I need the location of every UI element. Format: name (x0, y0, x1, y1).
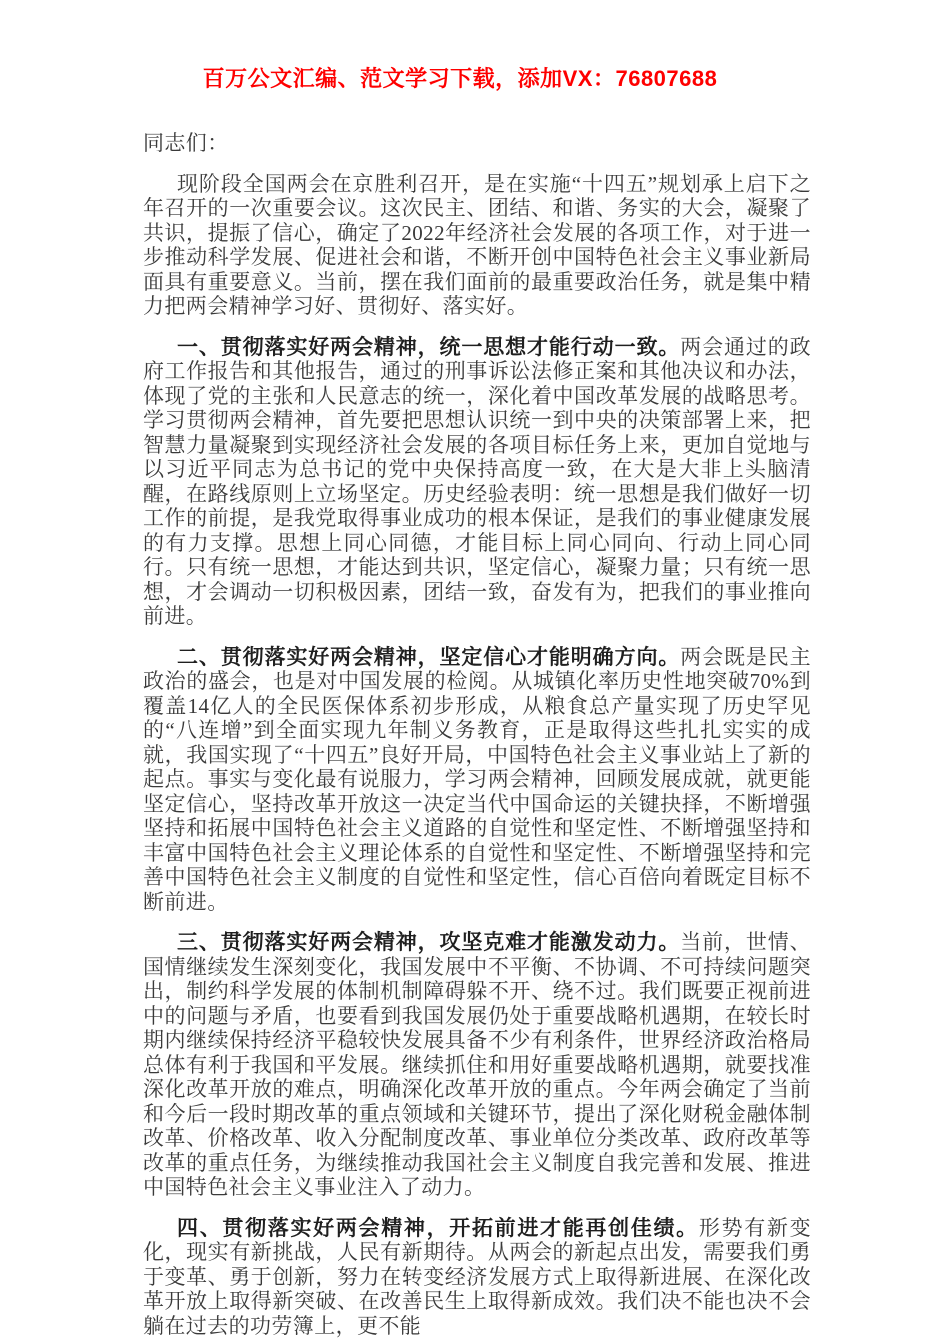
section-heading: 二、贯彻落实好两会精神，坚定信心才能明确方向。 (177, 644, 681, 669)
paragraph-section-3 (143, 930, 811, 1200)
paragraph-text: 现阶段全国两会在京胜利召开，是在实施“十四五”规划承上启下之年召开的一次重要会议。这次民主、团结、和谐、务实的大会，凝聚了共识，提振了信心，确定了2022年经济社会发展的各项工作，对于进一步推动科学发展、促进社会和谐，不断开创中国特色社会主义事业新局面具有重要意义。当前，摆在我们面前的最重要政治任务，就是集中精力把两会精神学习好、贯彻好、落实好。 (143, 171, 811, 318)
paragraph-text: 两会通过的政府工作报告和其他报告，通过的刑事诉讼法修正案和其他决议和办法，体现了党的主张和人民意志的统一，深化着中国改革发展的战略思考。学习贯彻两会精神，首先要把思想认识统一到中央的决策部署上来，把智慧力量凝聚到实现经济社会发展的各项目标任务上来，更加自觉地与以习近平同志为总书记的党中央保持高度一致，在大是大非上头脑清醒，在路线原则上立场坚定。历史经验表明：统一思想是我们做好一切工作的前提，是我党取得事业成功的根本保证，是我们的事业健康发展的有力支撑。思想上同心同德，才能目标上同心同向、行动上同心同行。只有统一思想，才能达到共识，坚定信心，凝聚力量；只有统一思想，才会调动一切积极因素，团结一致，奋发有为，把我们的事业推向前进。 (143, 334, 811, 628)
paragraph-text: 两会既是民主政治的盛会，也是对中国发展的检阅。从城镇化率历史性地突破70%到覆盖14亿人的全民医保体系初步形成，从粮食总产量实现了历史罕见的“八连增”到全面实现九年制义务教育，正是取得这些扎扎实实的成就，我国实现了“十四五”良好开局，中国特色社会主义事业站上了新的起点。事实与变化最有说服力，学习两会精神，回顾发展成就，就更能坚定信心，坚持改革开放这一决定当代中国命运的关键抉择，不断增强坚持和拓展中国特色社会主义道路的自觉性和坚定性、不断增强坚持和丰富中国特色社会主义理论体系的自觉性和坚定性、不断增强坚持和完善中国特色社会主义制度的自觉性和坚定性，信心百倍向着既定目标不断前进。 (143, 644, 811, 914)
paragraph-section-2 (143, 645, 811, 915)
paragraph-section-1 (143, 335, 811, 629)
salutation: 同志们： (143, 131, 229, 155)
section-heading: 三、贯彻落实好两会精神，攻坚克难才能激发动力。 (177, 930, 681, 954)
header-notice: 百万公文汇编、范文学习下载，添加VX：76807688 (202, 66, 718, 91)
section-heading: 一、贯彻落实好两会精神，统一思想才能行动一致。 (177, 334, 681, 359)
document-body (143, 131, 811, 1338)
section-heading: 四、贯彻落实好两会精神，开拓前进才能再创佳绩。 (177, 1215, 699, 1240)
paragraph-text: 形势有新变化，现实有新挑战，人民有新期待。从两会的新起点出发，需要我们勇于变革、勇于创新，努力在转变经济发展方式上取得新进展、在深化改革开放上取得新突破、在改善民生上取得新成效。我们决不能也决不会躺在过去的功劳簿上，更不能 (143, 1215, 811, 1338)
paragraph-text: 当前，世情、国情继续发生深刻变化，我国发展中不平衡、不协调、不可持续问题突出，制约科学发展的体制机制障碍躲不开、绕不过。我们既要正视前进中的问题与矛盾，也要看到我国发展仍处于重要战略机遇期，在较长时期内继续保持经济平稳较快发展具备不少有利条件，世界经济政治格局总体有利于我国和平发展。继续抓住和用好重要战略机遇期，就要找准深化改革开放的难点，明确深化改革开放的重点。今年两会确定了当前和今后一段时期改革的重点领域和关键环节，提出了深化财税金融体制改革、价格改革、收入分配制度改革、事业单位分类改革、政府改革等改革的重点任务，为继续推动我国社会主义制度自我完善和发展、推进中国特色社会主义事业注入了动力。 (143, 930, 811, 1199)
paragraph-section-4 (143, 1216, 811, 1339)
paragraph-intro (143, 172, 811, 319)
